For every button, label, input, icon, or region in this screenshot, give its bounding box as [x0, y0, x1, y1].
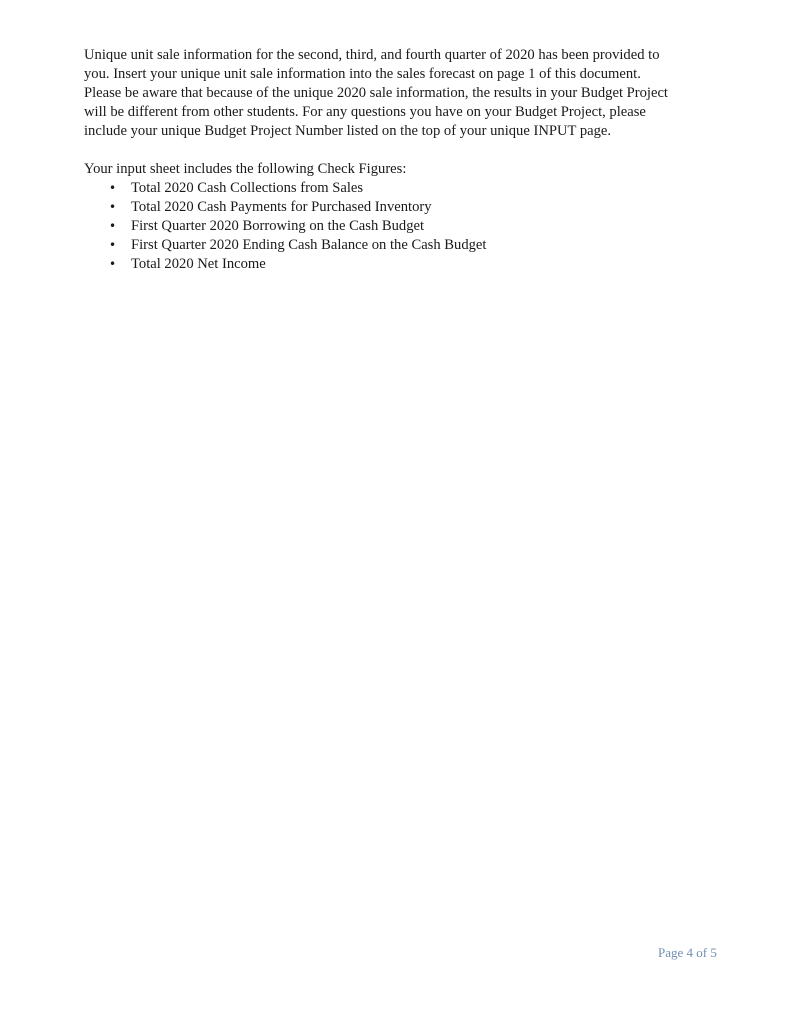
bullet-icon: •	[109, 257, 117, 271]
bullet-icon: •	[109, 200, 117, 214]
bullet-icon: •	[109, 181, 117, 195]
check-figure-item	[84, 198, 709, 217]
bullet-icon: •	[109, 219, 117, 233]
check-figure-label: First Quarter 2020 Ending Cash Balance on the Cash Budget	[131, 237, 487, 253]
check-figure-item	[84, 255, 709, 274]
page-number: Page 4 of 5	[658, 945, 717, 960]
paragraph-line: will be different from other students. For any questions you have on your Budget Project, please	[84, 104, 646, 120]
check-figure-item	[84, 217, 709, 236]
check-figure-label: Total 2020 Net Income	[131, 256, 266, 272]
check-figures-list	[84, 179, 709, 274]
unique-sale-info-paragraph	[84, 46, 709, 141]
paragraph-line: you. Insert your unique unit sale information into the sales forecast on page 1 of this document.	[84, 66, 641, 82]
paragraph-line: Unique unit sale information for the second, third, and fourth quarter of 2020 has been provided to	[84, 47, 660, 63]
paragraph-line: Please be aware that because of the unique 2020 sale information, the results in your Budget Project	[84, 85, 668, 101]
check-figures-intro: Your input sheet includes the following Check Figures:	[84, 161, 407, 177]
check-figure-label: Total 2020 Cash Payments for Purchased Inventory	[131, 199, 432, 215]
check-figure-label: Total 2020 Cash Collections from Sales	[131, 180, 364, 196]
document-body	[84, 46, 709, 274]
bullet-icon: •	[109, 238, 117, 252]
check-figure-item	[84, 179, 709, 198]
check-figure-item	[84, 236, 709, 255]
paragraph-line: include your unique Budget Project Number listed on the top of your unique INPUT page.	[84, 123, 612, 139]
check-figure-label: First Quarter 2020 Borrowing on the Cash Budget	[131, 218, 425, 234]
